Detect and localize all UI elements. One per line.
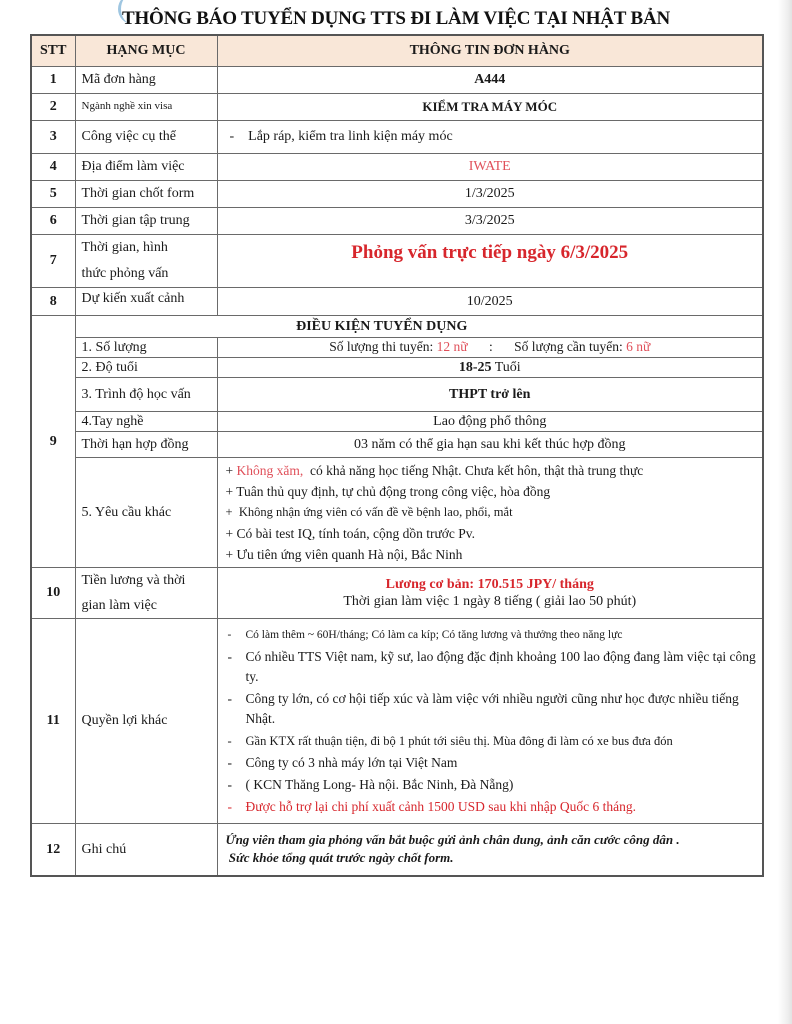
exam-quantity-label: Số lượng thi tuyển: (329, 339, 434, 355)
header-stt: STT (31, 35, 75, 67)
plus-bullet: + (225, 463, 237, 478)
row-label: 1. Số lượng (75, 338, 217, 358)
working-hours: Thời gian làm việc 1 ngày 8 tiếng ( giải lao 50 phút) (343, 594, 637, 609)
note-line1: Ứng viên tham gia phỏng vấn bắt buộc gửi ảnh chân dung, ảnh căn cước công dân . (225, 832, 680, 848)
benefit-item (222, 625, 759, 645)
requirement-text: Ưu tiên ứng viên quanh Hà nội, Bắc Ninh (236, 547, 463, 562)
row-label: 5. Yêu cầu khác (75, 458, 217, 568)
row-label: Ghi chú (75, 824, 217, 876)
salary-value (217, 568, 763, 619)
exam-quantity-value: 12 nữ (436, 339, 468, 355)
row-number: 10 (31, 568, 75, 619)
row-label-line1: Tiền lương và thời (81, 573, 186, 588)
plus-bullet: + (225, 526, 237, 541)
table-row-skill (31, 412, 763, 432)
form-deadline-value: 1/3/2025 (217, 181, 763, 208)
table-row-note (31, 824, 763, 876)
table-row-job-detail (31, 121, 763, 154)
table-row-location (31, 154, 763, 181)
benefit-text: Có nhiều TTS Việt nam, kỹ sư, lao động đặc định khoảng 100 lao động đang làm việc tại công ty. (245, 649, 756, 684)
benefit-text: Công ty có 3 nhà máy lớn tại Việt Nam (245, 755, 458, 770)
order-code-value: A444 (217, 67, 763, 94)
benefit-item (222, 689, 759, 729)
benefit-item (222, 797, 759, 817)
dash-bullet: - (227, 649, 232, 664)
dash-bullet: - (227, 629, 232, 641)
other-requirements-value (217, 458, 763, 568)
gathering-date-value: 3/3/2025 (217, 208, 763, 235)
table-row-quantity (31, 338, 763, 358)
table-row-age (31, 358, 763, 378)
interview-value: Phỏng vấn trực tiếp ngày 6/3/2025 (217, 235, 763, 288)
benefit-item (222, 647, 759, 687)
table-row-departure (31, 288, 763, 316)
table-row-conditions-title (31, 316, 763, 338)
row-number: 1 (31, 67, 75, 94)
row-label: 2. Độ tuổi (75, 358, 217, 378)
dash-bullet: - (227, 734, 232, 748)
requirements-list (226, 458, 757, 567)
table-header-row (31, 35, 763, 67)
row-label (75, 235, 217, 288)
conditions-section-title: ĐIỀU KIỆN TUYỂN DỤNG (75, 316, 763, 338)
need-quantity-value: 6 nữ (626, 339, 651, 355)
dash-bullet: - (227, 799, 232, 814)
row-label: 4.Tay nghề (75, 412, 217, 432)
requirement-item (226, 523, 757, 544)
row-label: Ngành nghề xin visa (75, 94, 217, 121)
table-row-order-code (31, 67, 763, 94)
age-unit: Tuổi (491, 359, 521, 375)
table-row-salary (31, 568, 763, 619)
row-label: Thời hạn hợp đồng (75, 432, 217, 458)
row-label (75, 568, 217, 619)
header-category: HẠNG MỤC (75, 35, 217, 67)
row-number: 11 (31, 619, 75, 824)
benefit-text: Gần KTX rất thuận tiện, đi bộ 1 phút tới siêu thị. Mùa đông đi làm có xe bus đưa đón (245, 734, 673, 748)
table-row-other-requirements (31, 458, 763, 568)
table-row-interview (31, 235, 763, 288)
row-label: Thời gian tập trung (75, 208, 217, 235)
benefit-text: ( KCN Thăng Long- Hà nội. Bắc Ninh, Đà Nẵng) (245, 777, 514, 792)
quantity-value (217, 338, 763, 358)
row-number: 3 (31, 121, 75, 154)
plus-bullet: + (225, 547, 237, 562)
benefit-item (222, 775, 759, 795)
row-label: 3. Trình độ học vấn (75, 378, 217, 412)
dash-bullet: - (227, 777, 232, 792)
note-line2: Sức khỏe tổng quát trước ngày chốt form. (225, 850, 454, 866)
dash-bullet: - (227, 691, 232, 706)
row-number: 2 (31, 94, 75, 121)
age-value (217, 358, 763, 378)
row-label: Công việc cụ thể (75, 121, 217, 154)
skill-value: Lao động phổ thông (217, 412, 763, 432)
benefits-value (217, 619, 763, 824)
education-value: THPT trở lên (217, 378, 763, 412)
contract-value: 03 năm có thể gia hạn sau khi kết thúc hợp đồng (217, 432, 763, 458)
note-text (226, 825, 757, 873)
requirement-item (226, 544, 757, 565)
benefit-text: Công ty lớn, có cơ hội tiếp xúc và làm việc với nhiều người cũng như học được nhiều tiếng Nhật. (245, 691, 739, 726)
requirement-item (226, 460, 757, 481)
table-row-form-deadline (31, 181, 763, 208)
benefit-item (222, 753, 759, 773)
recruitment-table (30, 34, 764, 877)
row-number: 12 (31, 824, 75, 876)
benefit-item (222, 731, 759, 751)
row-number: 5 (31, 181, 75, 208)
row-label: Địa điểm làm việc (75, 154, 217, 181)
requirement-text: Có bài test IQ, tính toán, cộng dồn trước Pv. (236, 526, 476, 541)
requirement-highlight: Không xăm, (236, 463, 304, 478)
job-detail-value: - Lắp ráp, kiểm tra linh kiện máy móc (217, 121, 763, 154)
table-row-contract (31, 432, 763, 458)
table-row-benefits (31, 619, 763, 824)
location-value: IWATE (217, 154, 763, 181)
row-number: 8 (31, 288, 75, 316)
requirement-item (226, 502, 757, 523)
benefit-text: Được hỗ trợ lại chi phí xuất cảnh 1500 USD sau khi nhập Quốc 6 tháng. (245, 799, 637, 814)
visa-field-value: KIỂM TRA MÁY MÓC (217, 94, 763, 121)
requirement-text: Không nhận ứng viên có vấn đề về bệnh lao, phổi, mắt (238, 505, 513, 519)
row-label: Quyền lợi khác (75, 619, 217, 824)
quantity-separator: : (489, 339, 493, 355)
row-label: Mã đơn hàng (75, 67, 217, 94)
benefit-text: Có làm thêm ~ 60H/tháng; Có làm ca kíp; Có tăng lương và thưởng theo năng lực (245, 629, 623, 641)
row-label-line1: Thời gian, hình (81, 240, 168, 255)
row-label: Dự kiến xuất cảnh (75, 288, 217, 316)
dash-bullet: - (227, 755, 232, 770)
requirement-item (226, 481, 757, 502)
requirement-text: có khả năng học tiếng Nhật. Chưa kết hôn, thật thà trung thực (303, 463, 644, 478)
row-label: Thời gian chốt form (75, 181, 217, 208)
age-range: 18-25 (458, 359, 492, 375)
table-row-visa-field (31, 94, 763, 121)
departure-value: 10/2025 (217, 288, 763, 316)
row-label-line2: gian làm việc (81, 598, 157, 613)
note-value (217, 824, 763, 876)
need-quantity-label: Số lượng cần tuyển: (514, 339, 623, 355)
page-edge-shadow (778, 0, 792, 1024)
document-title: THÔNG BÁO TUYỂN DỤNG TTS ĐI LÀM VIỆC TẠI NHẬT BẢN (121, 8, 670, 29)
header-info: THÔNG TIN ĐƠN HÀNG (217, 35, 763, 67)
plus-bullet: + (225, 484, 237, 499)
table-row-gathering-date (31, 208, 763, 235)
row-number: 7 (31, 235, 75, 288)
row-label-line2: thức phỏng vấn (81, 266, 169, 281)
plus-bullet: + (225, 505, 239, 519)
row-number: 6 (31, 208, 75, 235)
row-number: 4 (31, 154, 75, 181)
requirement-text: Tuân thủ quy định, tự chủ động trong công việc, hòa đồng (236, 484, 551, 499)
table-row-education (31, 378, 763, 412)
basic-salary: Lương cơ bản: 170.515 JPY/ tháng (385, 576, 594, 592)
row-number: 9 (31, 316, 75, 568)
benefits-list (222, 621, 759, 821)
